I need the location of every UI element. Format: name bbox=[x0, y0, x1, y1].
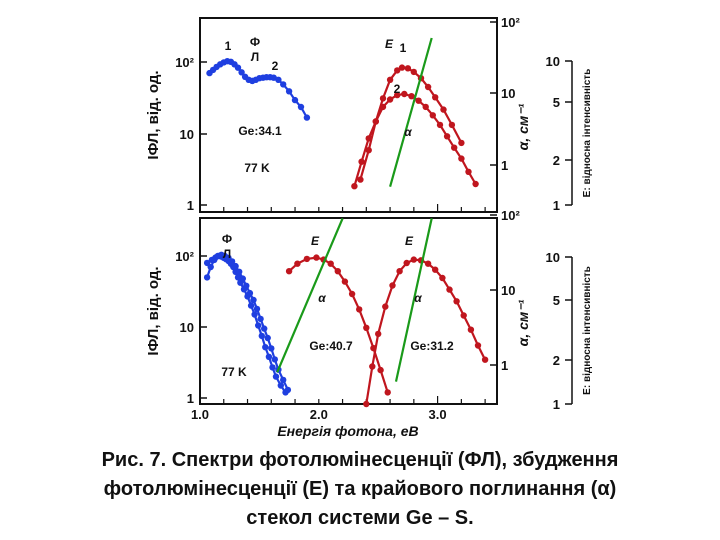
alpha-tick-label: 10² bbox=[501, 208, 520, 223]
e-tick-label: 2 bbox=[552, 153, 560, 168]
pl-point bbox=[269, 364, 275, 370]
top-panel bbox=[145, 15, 593, 213]
ple-point bbox=[328, 261, 334, 267]
e-axis-label: Е: відносна інтенсивність bbox=[582, 266, 593, 395]
ple-curve-3 bbox=[354, 94, 475, 186]
left-tick-label: 10² bbox=[175, 249, 194, 264]
ple-point bbox=[458, 155, 464, 161]
annotation-label: α bbox=[318, 291, 326, 305]
annotation-label: 77 K bbox=[244, 161, 270, 175]
ple-point bbox=[399, 64, 405, 70]
annotation-label: E bbox=[404, 234, 414, 248]
ple-point bbox=[363, 325, 369, 331]
pl-point bbox=[278, 382, 284, 388]
left-axis-label: IФЛ, від. од. bbox=[145, 266, 162, 356]
ple-point bbox=[401, 91, 407, 97]
ple-point bbox=[356, 306, 362, 312]
ple-point bbox=[349, 291, 355, 297]
pl-point bbox=[250, 297, 256, 303]
ple-point bbox=[375, 331, 381, 337]
annotation-label: 1 bbox=[224, 39, 232, 53]
left-tick-label: 10 bbox=[179, 127, 194, 142]
pl-point bbox=[292, 97, 298, 103]
ple-point bbox=[453, 298, 459, 304]
ple-point bbox=[389, 282, 395, 288]
pl-point bbox=[261, 325, 267, 331]
ple-point bbox=[475, 342, 481, 348]
annotation-label: Ge:34.1 bbox=[238, 124, 282, 138]
alpha-tick-label: 1 bbox=[501, 358, 509, 373]
ple-point bbox=[444, 133, 450, 139]
ple-point bbox=[387, 96, 393, 102]
ple-point bbox=[351, 183, 357, 189]
ple-point bbox=[387, 77, 393, 83]
ple-point bbox=[358, 159, 364, 165]
ple-point bbox=[411, 256, 417, 262]
ple-point bbox=[437, 122, 443, 128]
ple-point bbox=[404, 260, 410, 266]
left-axis-label: IФЛ, від. од. bbox=[145, 70, 162, 160]
ple-point bbox=[451, 145, 457, 151]
ple-point bbox=[380, 104, 386, 110]
ple-point bbox=[369, 363, 375, 369]
ple-point bbox=[366, 135, 372, 141]
ple-point bbox=[425, 261, 431, 267]
ple-point bbox=[432, 94, 438, 100]
pl-point bbox=[236, 269, 242, 275]
ple-point bbox=[430, 112, 436, 118]
pl-point bbox=[232, 263, 238, 269]
pl-point bbox=[208, 264, 214, 270]
annotation-label: 2 bbox=[393, 82, 401, 96]
ple-point bbox=[425, 84, 431, 90]
alpha-tick-label: 10² bbox=[501, 15, 520, 30]
ple-point bbox=[373, 118, 379, 124]
caption-line-3: стекол системи Ge – S. bbox=[246, 507, 474, 529]
ple-point bbox=[472, 181, 478, 187]
ple-curve-2 bbox=[289, 258, 388, 393]
e-tick-label: 10 bbox=[545, 54, 560, 69]
pl-point bbox=[259, 333, 265, 339]
pl-point bbox=[280, 377, 286, 383]
x-tick-label: 2.0 bbox=[309, 407, 328, 422]
pl-point bbox=[273, 373, 279, 379]
alpha-tick-label: 10 bbox=[501, 86, 516, 101]
e-tick-label: 1 bbox=[552, 397, 560, 412]
pl-point bbox=[248, 302, 254, 308]
pl-point bbox=[298, 104, 304, 110]
x-tick-label: 1.0 bbox=[190, 407, 210, 422]
ple-point bbox=[415, 98, 421, 104]
ple-point bbox=[342, 278, 348, 284]
ple-point bbox=[377, 367, 383, 373]
alpha-axis-label: α, см⁻¹ bbox=[515, 299, 531, 347]
pl-point bbox=[268, 345, 274, 351]
pl-point bbox=[286, 88, 292, 94]
caption-line-1: Рис. 7. Спектри фотолюмінесценції (ФЛ), збудження bbox=[101, 449, 619, 471]
x-axis-label: Енергія фотона, еВ bbox=[277, 423, 419, 439]
annotation-pl: Ф Л bbox=[221, 232, 233, 261]
alpha-tick-label: 1 bbox=[501, 158, 509, 173]
pl-point bbox=[285, 387, 291, 393]
ple-point bbox=[432, 267, 438, 273]
ple-point bbox=[363, 401, 369, 407]
annotation-label: E bbox=[310, 234, 320, 248]
ple-point bbox=[461, 312, 467, 318]
pl-point bbox=[240, 275, 246, 281]
pl-point bbox=[304, 114, 310, 120]
x-tick-label: 3.0 bbox=[428, 407, 447, 422]
ple-point bbox=[396, 268, 402, 274]
ple-point bbox=[440, 106, 446, 112]
ple-point bbox=[449, 122, 455, 128]
bottom-panel bbox=[145, 208, 593, 439]
ple-point bbox=[482, 357, 488, 363]
ple-point bbox=[357, 176, 363, 182]
ple-point bbox=[465, 169, 471, 175]
annotation-label: α bbox=[404, 125, 412, 139]
ple-point bbox=[335, 268, 341, 274]
ple-point bbox=[446, 286, 452, 292]
e-tick-label: 1 bbox=[552, 198, 560, 213]
left-tick-label: 10 bbox=[179, 320, 194, 335]
annotation-label: α bbox=[414, 291, 422, 305]
annotation-label: 1 bbox=[399, 41, 407, 55]
ple-point bbox=[439, 275, 445, 281]
pl-point bbox=[243, 283, 249, 289]
e-tick-label: 10 bbox=[545, 250, 560, 265]
ple-point bbox=[382, 303, 388, 309]
pl-point bbox=[251, 311, 257, 317]
ple-point bbox=[313, 254, 319, 260]
alpha-axis-label: α, см⁻¹ bbox=[515, 103, 531, 151]
left-tick-label: 1 bbox=[186, 198, 194, 213]
pl-point bbox=[254, 306, 260, 312]
ple-point bbox=[411, 69, 417, 75]
left-tick-label: 1 bbox=[186, 391, 194, 406]
annotation-label: 77 K bbox=[221, 365, 247, 379]
ple-point bbox=[468, 327, 474, 333]
e-axis-label: Е: відносна інтенсивність bbox=[582, 68, 593, 198]
e-tick-label: 2 bbox=[552, 353, 560, 368]
pl-curve-1 bbox=[252, 77, 307, 117]
plot-frame bbox=[200, 18, 497, 212]
pl-point bbox=[280, 81, 286, 87]
caption-line-2: фотолюмінесценції (Е) та крайового поглинання (α) bbox=[103, 478, 617, 500]
pl-point bbox=[247, 290, 253, 296]
ple-point bbox=[385, 389, 391, 395]
e-tick-label: 5 bbox=[552, 293, 560, 308]
e-tick-label: 5 bbox=[552, 95, 560, 110]
alpha-tick-label: 10 bbox=[501, 283, 516, 298]
pl-point bbox=[266, 354, 272, 360]
absorption-line-4 bbox=[390, 38, 432, 187]
ple-point bbox=[286, 268, 292, 274]
annotation-pl: Ф Л bbox=[249, 35, 261, 64]
pl-point bbox=[272, 356, 278, 362]
ple-point bbox=[405, 65, 411, 71]
annotation-label: Ge:31.2 bbox=[410, 339, 454, 353]
ple-point bbox=[294, 261, 300, 267]
annotation-label: Ge:40.7 bbox=[309, 339, 353, 353]
pl-point bbox=[265, 335, 271, 341]
ple-point bbox=[458, 140, 464, 146]
ple-point bbox=[304, 256, 310, 262]
ple-point bbox=[423, 104, 429, 110]
pl-point bbox=[257, 316, 263, 322]
pl-point bbox=[204, 274, 210, 280]
ple-point bbox=[380, 95, 386, 101]
pl-point bbox=[255, 322, 261, 328]
pl-point bbox=[262, 344, 268, 350]
left-tick-label: 10² bbox=[175, 55, 194, 70]
pl-point bbox=[275, 77, 281, 83]
annotation-label: E bbox=[384, 37, 394, 51]
figure-caption bbox=[0, 446, 720, 533]
annotation-label: 2 bbox=[271, 59, 279, 73]
